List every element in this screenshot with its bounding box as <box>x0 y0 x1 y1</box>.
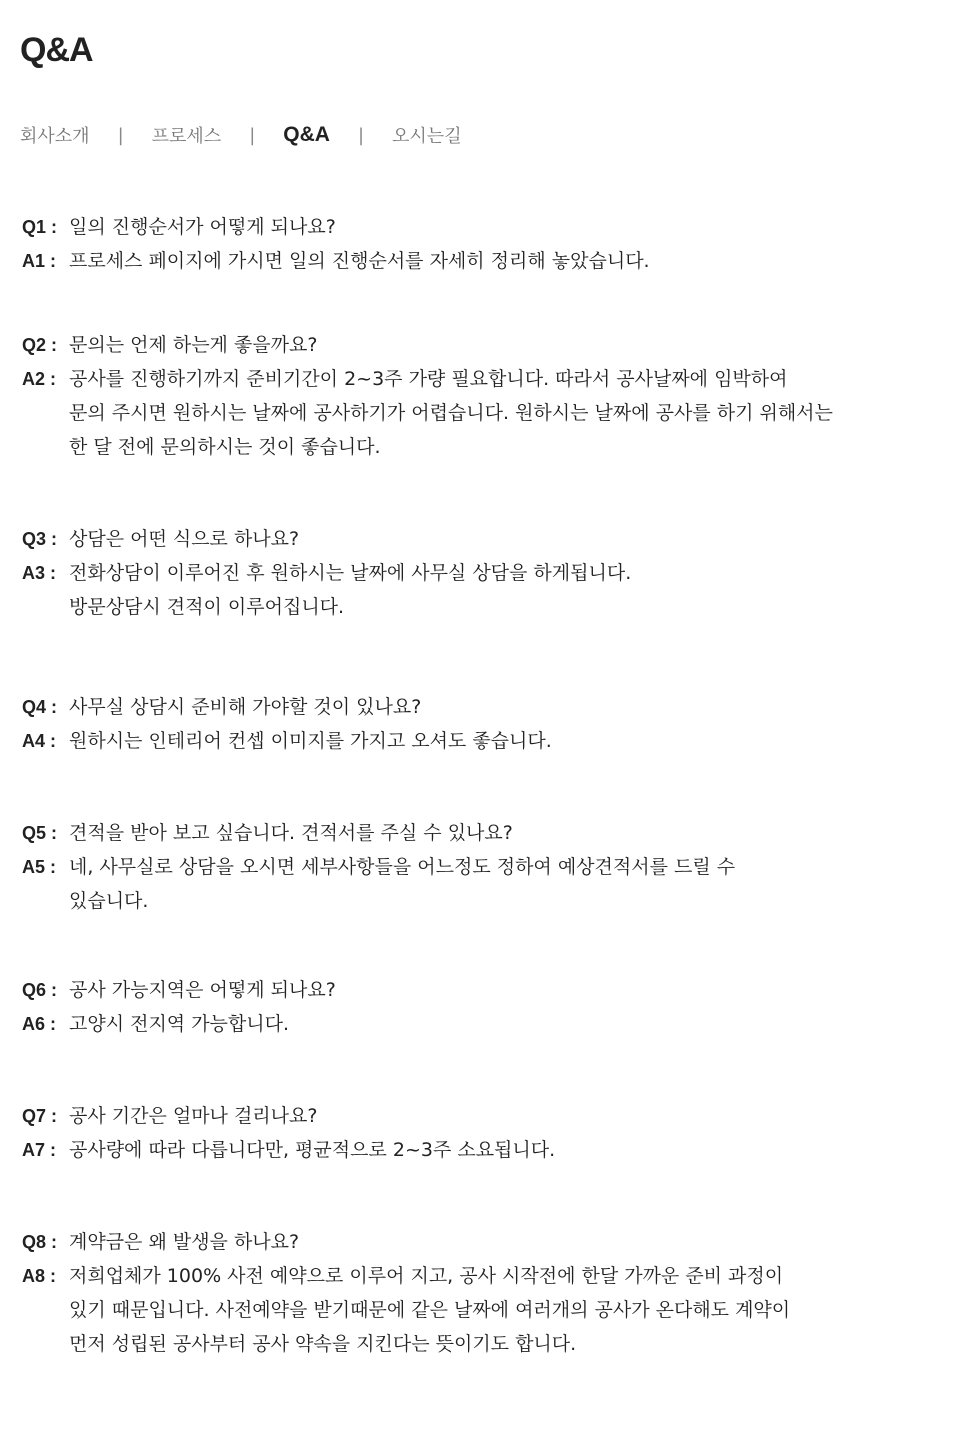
answer-label: A6 : <box>22 1014 57 1034</box>
faq-question <box>22 690 922 724</box>
faq-answer <box>22 850 922 918</box>
question-label: Q2 : <box>22 335 58 355</box>
answer-label: A7 : <box>22 1140 57 1160</box>
answer-line: 공사를 진행하기까지 준비기간이 2~3주 가량 필요합니다. 따라서 공사날짜에 임박하여 <box>69 368 788 390</box>
nav-link-process[interactable]: 프로세스 <box>151 126 222 147</box>
answer-text <box>69 1259 922 1361</box>
faq-item <box>22 1099 922 1167</box>
nav-link-directions[interactable]: 오시는길 <box>392 126 462 147</box>
faq-list <box>22 210 922 1361</box>
faq-answer <box>22 1259 922 1361</box>
faq-question <box>22 328 922 362</box>
question-text: 상담은 어떤 식으로 하나요? <box>69 528 300 550</box>
nav-separator: | <box>249 124 256 146</box>
answer-label: A4 : <box>22 731 57 751</box>
answer-text <box>69 556 922 624</box>
faq-answer <box>22 1007 922 1041</box>
faq-item <box>22 690 922 758</box>
answer-label: A2 : <box>22 369 57 389</box>
faq-item <box>22 328 922 464</box>
question-text: 사무실 상담시 준비해 가야할 것이 있나요? <box>69 696 422 718</box>
nav-link-qna[interactable]: Q&A <box>283 123 330 146</box>
faq-answer <box>22 724 922 758</box>
answer-text <box>69 362 922 464</box>
answer-line: 원하시는 인테리어 컨셉 이미지를 가지고 오셔도 좋습니다. <box>69 730 552 752</box>
answer-text <box>69 1007 922 1041</box>
faq-item <box>22 210 922 278</box>
question-text: 일의 진행순서가 어떻게 되나요? <box>69 216 336 238</box>
faq-answer <box>22 556 922 624</box>
question-label: Q8 : <box>22 1232 58 1252</box>
faq-item <box>22 522 922 624</box>
question-text: 공사 기간은 얼마나 걸리나요? <box>69 1105 318 1127</box>
answer-line: 방문상담시 견적이 이루어집니다. <box>69 596 345 618</box>
question-text: 견적을 받아 보고 싶습니다. 견적서를 주실 수 있나요? <box>69 822 513 844</box>
answer-line: 전화상담이 이루어진 후 원하시는 날짜에 사무실 상담을 하게됩니다. <box>69 562 632 584</box>
answer-line: 먼저 성립된 공사부터 공사 약속을 지킨다는 뜻이기도 합니다. <box>69 1333 577 1355</box>
nav-separator: | <box>117 124 124 146</box>
sub-navigation <box>20 120 462 150</box>
faq-item <box>22 973 922 1041</box>
answer-line: 있습니다. <box>69 890 149 912</box>
faq-question <box>22 1099 922 1133</box>
answer-line: 공사량에 따라 다릅니다만, 평균적으로 2~3주 소요됩니다. <box>69 1139 556 1161</box>
faq-item <box>22 816 922 918</box>
faq-question <box>22 816 922 850</box>
answer-line: 네, 사무실로 상담을 오시면 세부사항들을 어느정도 정하여 예상견적서를 드릴 수 <box>69 856 736 878</box>
page-title: Q&A <box>20 31 93 69</box>
faq-item <box>22 1225 922 1361</box>
question-label: Q7 : <box>22 1106 58 1126</box>
question-label: Q6 : <box>22 980 58 1000</box>
faq-answer <box>22 1133 922 1167</box>
question-text: 계약금은 왜 발생을 하나요? <box>69 1231 300 1253</box>
answer-label: A8 : <box>22 1266 57 1286</box>
faq-answer <box>22 362 922 464</box>
answer-line: 고양시 전지역 가능합니다. <box>69 1013 290 1035</box>
faq-question <box>22 973 922 1007</box>
answer-label: A3 : <box>22 563 57 583</box>
faq-question <box>22 522 922 556</box>
faq-question <box>22 1225 922 1259</box>
question-text: 문의는 언제 하는게 좋을까요? <box>69 334 318 356</box>
answer-text <box>69 850 922 918</box>
faq-answer <box>22 244 922 278</box>
nav-link-company-intro[interactable]: 회사소개 <box>20 126 90 147</box>
answer-text <box>69 1133 922 1167</box>
answer-line: 한 달 전에 문의하시는 것이 좋습니다. <box>69 436 381 458</box>
question-label: Q5 : <box>22 823 58 843</box>
answer-line: 있기 때문입니다. 사전예약을 받기때문에 같은 날짜에 여러개의 공사가 온다해도 계약이 <box>69 1299 791 1321</box>
question-text: 공사 가능지역은 어떻게 되나요? <box>69 979 336 1001</box>
answer-line: 문의 주시면 원하시는 날짜에 공사하기가 어렵습니다. 원하시는 날짜에 공사를 하기 위해서는 <box>69 402 833 424</box>
answer-text <box>69 244 922 278</box>
question-label: Q1 : <box>22 217 58 237</box>
question-label: Q3 : <box>22 529 58 549</box>
answer-line: 프로세스 페이지에 가시면 일의 진행순서를 자세히 정리해 놓았습니다. <box>69 250 650 272</box>
answer-text <box>69 724 922 758</box>
nav-separator: | <box>357 124 365 146</box>
answer-label: A1 : <box>22 251 57 271</box>
faq-question <box>22 210 922 244</box>
answer-line: 저희업체가 100% 사전 예약으로 이루어 지고, 공사 시작전에 한달 가까운 준비 과정이 <box>69 1265 784 1287</box>
question-label: Q4 : <box>22 697 58 717</box>
answer-label: A5 : <box>22 857 57 877</box>
